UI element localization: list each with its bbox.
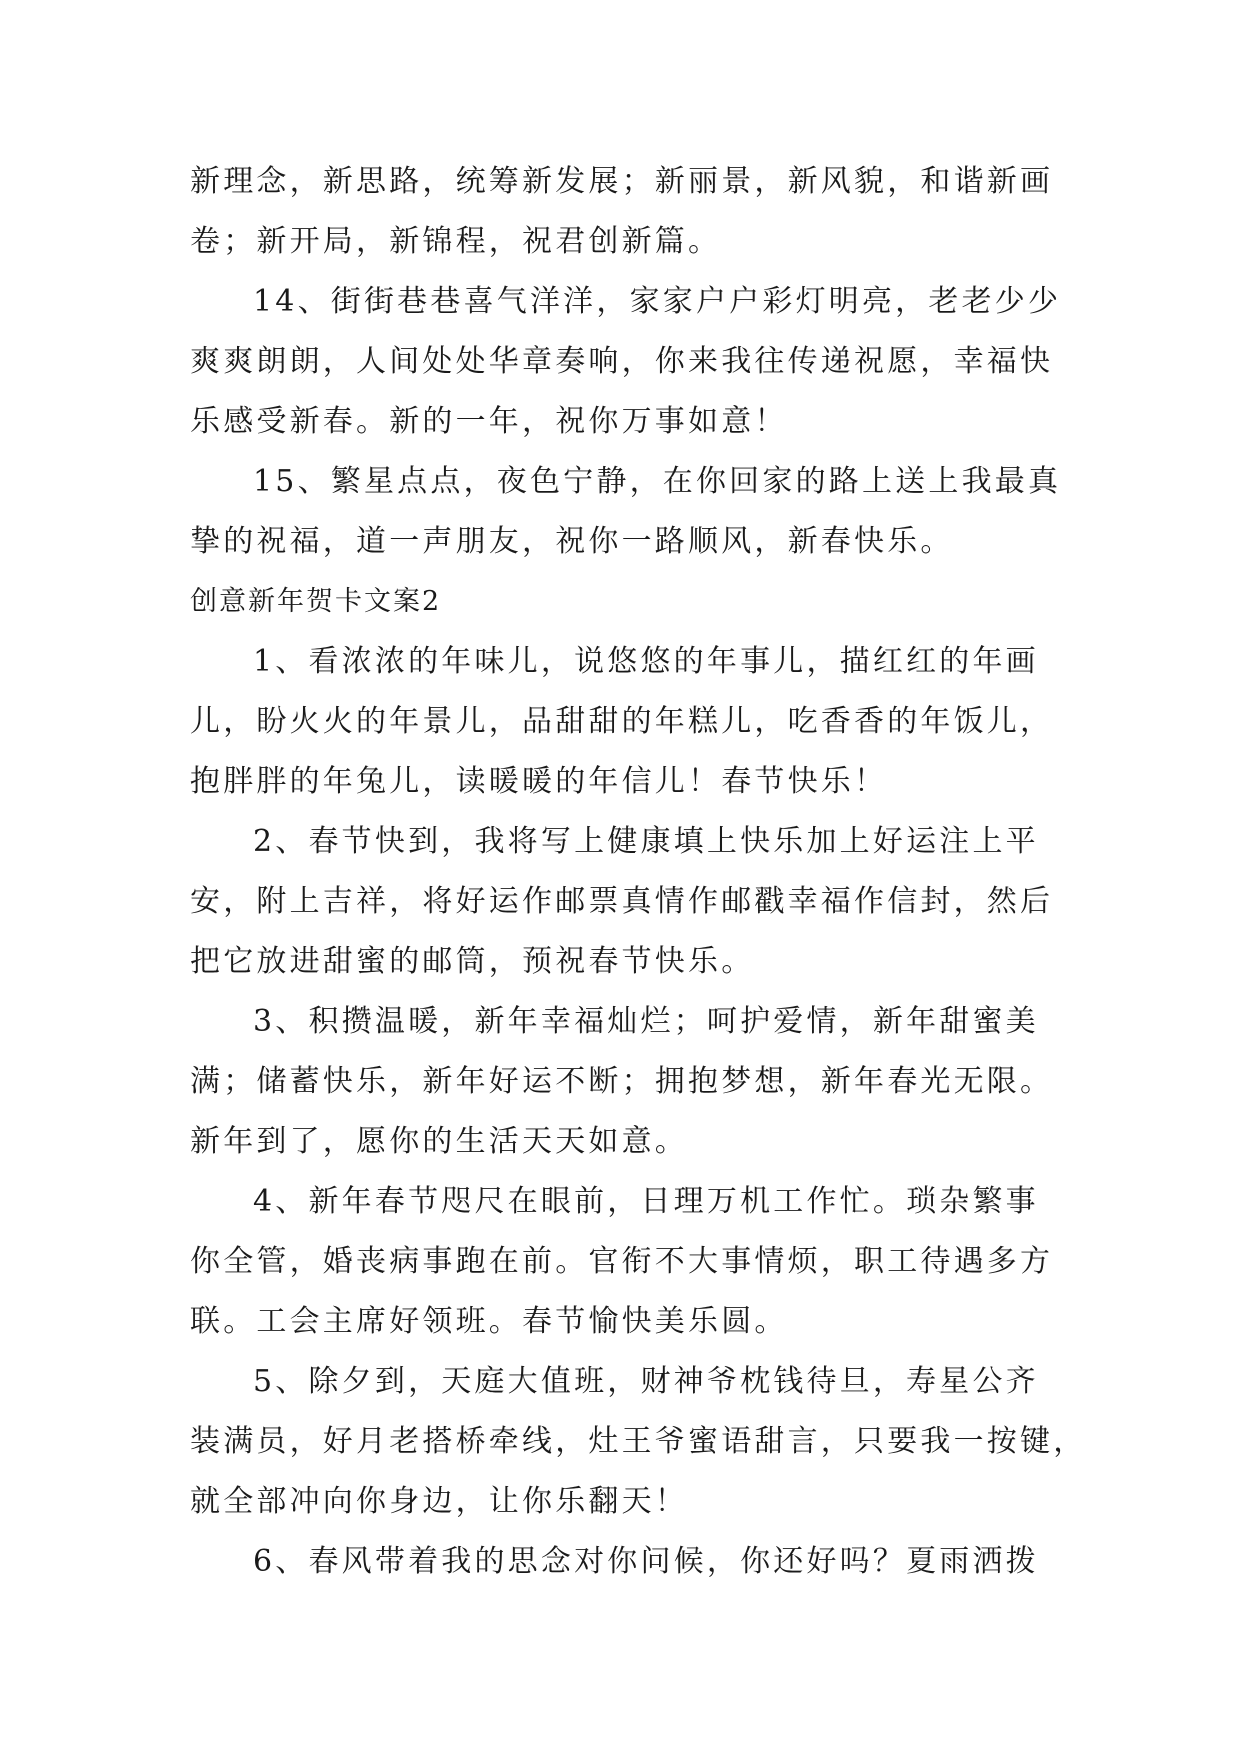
text-line: 卷；新开局，新锦程，祝君创新篇。	[190, 224, 722, 259]
text-line: 5、除夕到，天庭大值班，财神爷枕钱待旦，寿星公齐	[253, 1364, 1039, 1399]
paragraph-3	[190, 992, 1070, 1172]
text-line: 1、看浓浓的年味儿，说悠悠的年事儿，描红红的年画	[253, 644, 1039, 679]
text-line: 满；储蓄快乐，新年好运不断；拥抱梦想，新年春光无限。	[190, 1064, 1054, 1099]
text-line: 14、街街巷巷喜气洋洋，家家户户彩灯明亮，老老少少	[253, 284, 1062, 319]
paragraph-14	[190, 272, 1070, 452]
paragraph-2	[190, 812, 1070, 992]
text-line: 新年到了，愿你的生活天天如意。	[190, 1124, 688, 1159]
text-line: 儿，盼火火的年景儿，品甜甜的年糕儿，吃香香的年饭儿，	[190, 704, 1054, 739]
text-line: 把它放进甜蜜的邮筒，预祝春节快乐。	[190, 944, 755, 979]
text-line: 4、新年春节咫尺在眼前，日理万机工作忙。琐杂繁事	[253, 1184, 1039, 1219]
text-line: 安，附上吉祥，将好运作邮票真情作邮戳幸福作信封，然后	[190, 884, 1054, 919]
text-line: 新理念，新思路，统筹新发展；新丽景，新风貌，和谐新画	[190, 164, 1054, 199]
paragraph-6	[190, 1532, 1070, 1592]
text-line: 15、繁星点点，夜色宁静，在你回家的路上送上我最真	[253, 464, 1062, 499]
text-line: 6、春风带着我的思念对你问候，你还好吗？夏雨洒拨	[253, 1544, 1039, 1579]
text-line: 3、积攒温暖，新年幸福灿烂；呵护爱情，新年甜蜜美	[253, 1004, 1039, 1039]
section-heading	[190, 572, 1070, 632]
text-line: 2、春节快到，我将写上健康填上快乐加上好运注上平	[253, 824, 1039, 859]
text-line: 你全管，婚丧病事跑在前。官衔不大事情烦，职工待遇多方	[190, 1244, 1054, 1279]
paragraph-1	[190, 632, 1070, 812]
paragraph	[190, 152, 1070, 272]
text-line: 爽爽朗朗，人间处处华章奏响，你来我往传递祝愿，幸福快	[190, 344, 1054, 379]
text-line: 抱胖胖的年兔儿，读暖暖的年信儿！春节快乐！	[190, 764, 888, 799]
paragraph-15	[190, 452, 1070, 572]
paragraph-5	[190, 1352, 1087, 1532]
text-line: 挚的祝福，道一声朋友，祝你一路顺风，新春快乐。	[190, 524, 954, 559]
text-line: 就全部冲向你身边，让你乐翻天！	[190, 1484, 688, 1519]
text-line: 乐感受新春。新的一年，祝你万事如意！	[190, 404, 788, 439]
document-body	[190, 152, 1087, 1592]
paragraph-4	[190, 1172, 1070, 1352]
heading-text: 创意新年贺卡文案2	[190, 586, 442, 617]
text-line: 装满员，好月老搭桥牵线，灶王爷蜜语甜言，只要我一按键，	[190, 1424, 1087, 1459]
text-line: 联。工会主席好领班。春节愉快美乐圆。	[190, 1304, 788, 1339]
